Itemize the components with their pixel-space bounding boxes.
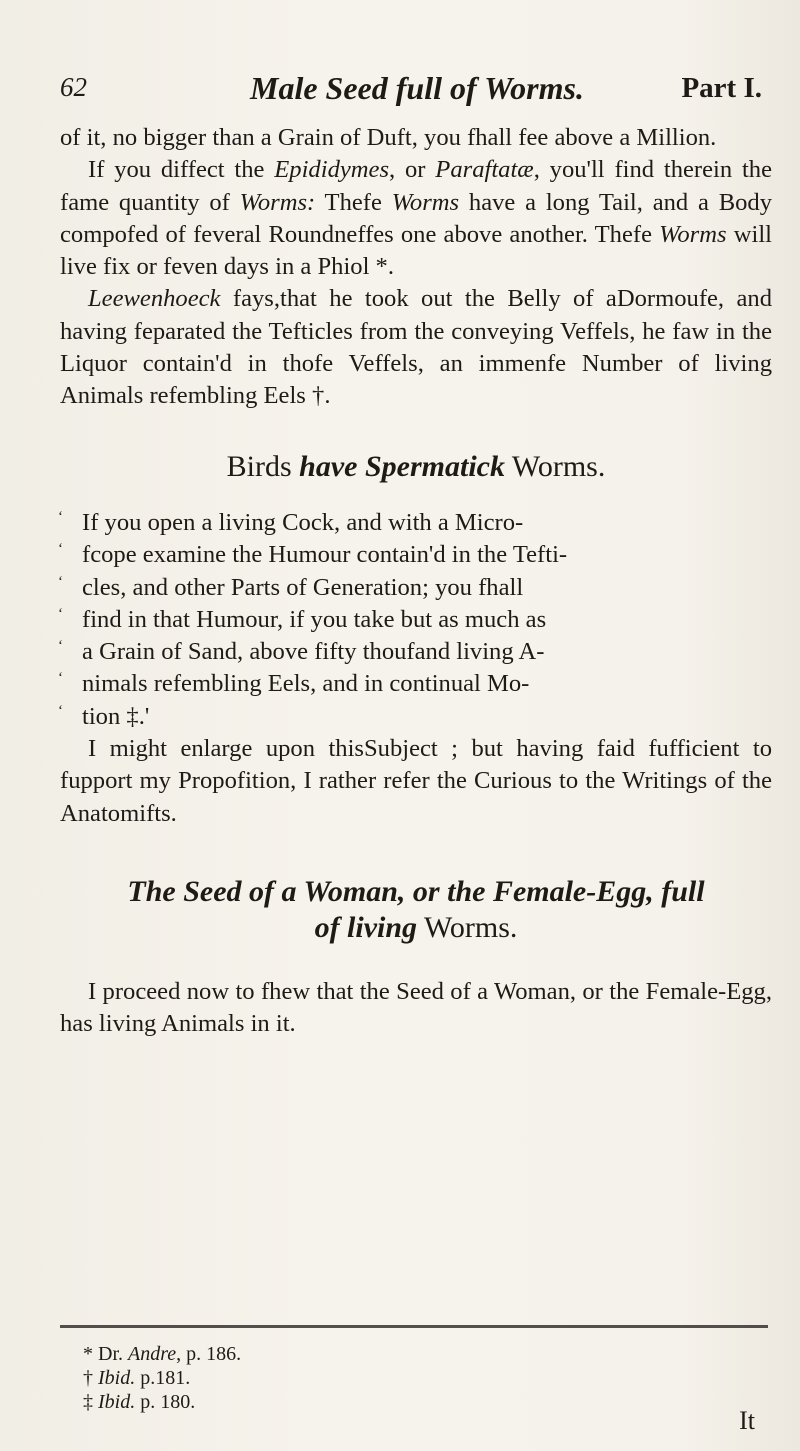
section-heading-birds: Birds have Spermatick Worms. bbox=[226, 449, 606, 483]
quote-line: ‘ a Grain of Sand, above fifty thoufand living A- bbox=[58, 638, 545, 666]
body-text bbox=[60, 122, 772, 1041]
footnote-rule bbox=[60, 1325, 768, 1328]
quote-line: ‘ If you open a living Cock, and with a Micro- bbox=[58, 508, 524, 536]
part-label: Part I. bbox=[681, 72, 762, 104]
quote-line: ‘ fcope examine the Humour contain'd in the Tefti- bbox=[58, 541, 568, 569]
paragraph-1: of it, no bigger than a Grain of Duft, you fhall fee above a Million. bbox=[60, 124, 717, 151]
quote-line: ‘ tion ‡.' bbox=[58, 702, 150, 730]
quote-line: ‘ find in that Humour, if you take but as much as bbox=[58, 605, 547, 633]
paragraph-2: If you diffect the Epididymes, or Paraftatæ, you'll find therein the fame quantity of Worms: Thefe Worms have a long Tail, and a Body compofed of feveral Roundneffes one above another. Thefe Worms will live fix or feven days in a Phiol *. bbox=[60, 156, 772, 281]
paragraph-5: I proceed now to fhew that the Seed of a Woman, or the Female-Egg, has living Animals in it. bbox=[60, 977, 772, 1038]
footnotes bbox=[83, 1342, 241, 1414]
quote-line: ‘ cles, and other Parts of Generation; you fhall bbox=[58, 573, 524, 601]
catchword: It bbox=[739, 1406, 755, 1435]
footnote: † Ibid. p.181. bbox=[83, 1367, 191, 1389]
section-heading-woman: The Seed of a Woman, or the Female-Egg, full of living Worms. bbox=[127, 874, 705, 944]
footnote: * Dr. Andre, p. 186. bbox=[83, 1343, 242, 1365]
footnote: ‡ Ibid. p. 180. bbox=[83, 1391, 196, 1413]
page-number: 62 bbox=[60, 72, 87, 102]
quote-line: ‘ nimals refembling Eels, and in continual Mo- bbox=[58, 670, 530, 698]
paragraph-4: I might enlarge upon thisSubject ; but having faid fufficient to fupport my Propofition, I rather refer the Curious to the Writings of the Anatomifts. bbox=[60, 735, 772, 827]
running-head bbox=[60, 70, 762, 110]
quotation bbox=[60, 507, 772, 733]
paragraph-3: Leewenhoeck fays,that he took out the Belly of aDormoufe, and having feparated the Tefticles from the conveying Veffels, he faw in the Liquor contain'd in thofe Veffels, an immenfe Number of living Animals refembling Eels †. bbox=[60, 285, 772, 410]
running-title: Male Seed full of Worms. bbox=[250, 70, 584, 106]
